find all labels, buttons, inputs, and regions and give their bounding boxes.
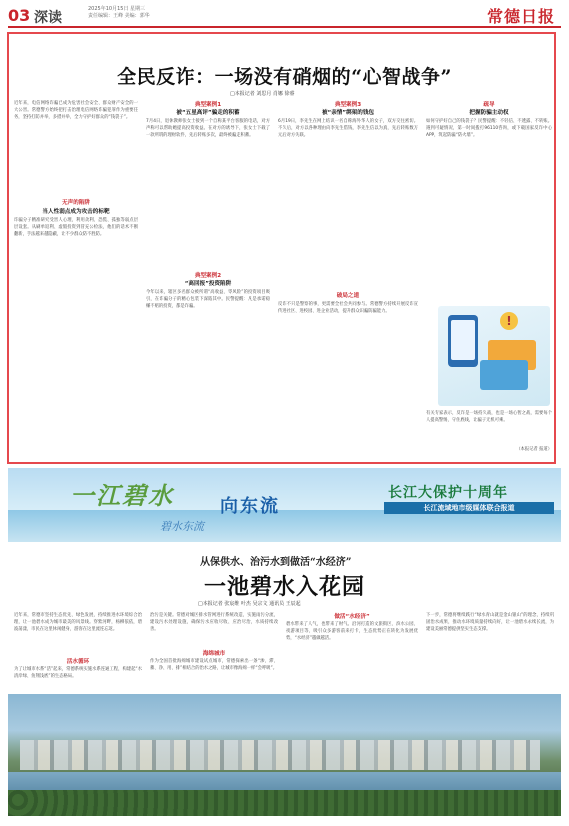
story2-headline: 一池碧水入花园 (203, 574, 365, 600)
issue-date: 2025年10月15日 星期三 (88, 6, 146, 12)
header-meta (88, 6, 150, 20)
story1-col2-case2: 典型案例2 (194, 273, 222, 279)
story1-col1-subhead: 无声的陷阱 (62, 200, 90, 206)
story1-col2-case1: 典型案例1 (194, 102, 222, 108)
story1-col4-text2: 有关专家表示，反诈是一场持久战，也是一场心智之战，需要每个人提高警惕，守住底线，让骗子无机可乘。 (426, 411, 552, 424)
photo-trees (8, 790, 561, 816)
story1-col4-text1: 如何守护好自己的钱袋子？民警提醒：不轻信、不透露、不转账。遇到可疑情况，第一时间拨打96110咨询，或下载国家反诈中心APP，筑起防骗“防火墙”。 (426, 119, 552, 139)
story2-column-4 (426, 612, 554, 692)
newspaper-logo: 常德日报 (486, 7, 555, 26)
story1-col4-subhead: 疏导 (483, 102, 495, 108)
story1-col3-text1: 6月19日，李先生在网上结识一名自称海外华人的女子，双方交往密切。不久后，对方以各种理由向李先生借钱，李先生信以为真，先后转账数万元后对方失联。 (278, 119, 418, 139)
bank-card-icon (480, 360, 528, 390)
story1-column-4-end (426, 410, 552, 454)
story1-column-3 (278, 100, 418, 461)
story1-column-4 (426, 100, 552, 304)
story1-col2-case1-title: 被“五星高评”骗走的积蓄 (176, 110, 240, 116)
story2-col3-text: 碧水带来了人气，也带来了财气。沿河打造的文旅街区、滨水公园、夜游项目等，吸引众多游客前来打卡，生态优势正在转化为发展优势，“水经济”越做越活。 (286, 622, 418, 642)
story2-col4-text: 下一步，常德将继续践行“绿水青山就是金山银山”的理念，持续巩固治水成果，推动水环境质量持续向好，让一池碧水永续长流，为建设美丽常德提供坚实生态支撑。 (426, 613, 554, 633)
story1-col2-text1: 7月4日，退休教师张女士接到一个自称某平台客服的电话，对方声称可以帮助她提高投资收益。在对方的诱导下，张女士下载了一款所谓的理财软件，先后转账多次，最终被骗走积蓄。 (146, 119, 270, 139)
story1-byline: □本报记者 刘思月 肖娜 徐睿 (230, 91, 295, 97)
story2-col1-subhead: 活水循环 (66, 659, 90, 665)
story1-col1-subhead2: 当人性弱点成为攻击的标靶 (42, 209, 110, 215)
story1-col2-case2-title: “高回报”投资陷阱 (184, 281, 232, 287)
photo-buildings (20, 740, 540, 770)
banner-slogan: 向东流 (220, 496, 280, 517)
banner-water (8, 510, 561, 542)
banner-wave-text: 碧水东流 (160, 520, 204, 533)
story1-column-2 (146, 100, 270, 449)
editor-credit: 责任编辑：王峰 美编：郭华 (88, 13, 150, 19)
story1-headline: 全民反诈：一场没有硝烟的“心智战争” (117, 66, 452, 88)
story2-pre-headline: 从保供水、治污水到做活“水经济” (200, 557, 352, 568)
story2-col1-text: 近年来，常德市坚持生态优先、绿色发展，持续推进水环境综合治理，让一池碧水成为城市最美的风景线。穿紫河畔，杨柳依依，碧波荡漾，市民在这里休闲健身，游客在这里流连忘返。 (14, 613, 142, 633)
page-number: 03 (8, 6, 31, 25)
story2-byline: □本报记者 张宸维 叶杰 吴宗文 通讯员 王辰起 (198, 601, 301, 607)
story2-col2-text: 治污是关键。常德对城区排水管网进行系统改造，实施雨污分流，建设污水处理设施，确保污水应收尽收、应治尽治，水质持续改善。 (150, 613, 278, 633)
story1-column-1 (14, 100, 138, 443)
story2-col2-subhead: 海绵城市 (202, 651, 226, 657)
story1-col2-text2: 今年以来，辖区多名群众被所谓“高收益、零风险”的投资项目吸引，在诈骗分子的精心包装下深陷其中。民警提醒：凡是承诺稳赚不赔的投资，都是诈骗。 (146, 290, 270, 310)
story2-col3-subhead: 做活“水经济” (334, 614, 370, 620)
story2-column-1 (14, 612, 142, 694)
story1-col1-lead: 近年来，电信网络诈骗已成为危害社会安全、群众财产安全的一大公害。常德警方始终把打击治理电信网络诈骗犯罪作为重要任务，坚持打防并举，多措并举，全力守护好群众的“钱袋子”。 (14, 101, 138, 121)
story1-col3-case3: 典型案例3 (334, 102, 362, 108)
warning-icon: ! (500, 312, 518, 330)
story2-col1-text2: 为了让城市水系“活”起来，常德系统实施水系连通工程，构建起“水清岸绿、鱼翔浅底”的生态格局。 (14, 667, 142, 680)
story1-col4-subhead2: 把握防骗主动权 (469, 110, 509, 116)
banner-series-title: 长江大保护十周年 (388, 485, 508, 501)
banner-series-subtitle: 长江流域地市级媒体联合报道 (384, 502, 554, 514)
story1-col3-case3-title: 被“亲情”绑架的钱包 (321, 110, 375, 116)
banner-calligraphy: 一江碧水 (70, 481, 174, 510)
phone-screen (451, 320, 475, 360)
story2-column-3 (286, 612, 418, 693)
story2-col2-text2: 作为全国首批海绵城市建设试点城市，常德探索出一条“渗、滞、蓄、净、用、排”相结合的治水之路，让城市像海绵一样“会呼吸”。 (150, 659, 278, 672)
story1-col3-text2: 反诈不只是警察的事，更需要全社会共同参与。常德警方持续开展反诈宣传进社区、进校园、进企业活动，提升群众识骗防骗能力。 (278, 302, 418, 315)
story1-col1-text: 诈骗分子精准研究受害人心理，利用贪利、恐慌、孤独等弱点层层设套。从刷单返利、虚假投资到冒充公检法，他们的话术不断翻新，手法越来越隐蔽，让不少群众防不胜防。 (14, 218, 138, 238)
story2-column-2 (150, 612, 278, 694)
story1-col3-subhead: 破局之道 (336, 293, 360, 299)
header-rule (8, 26, 561, 28)
section-title: 深读 (34, 10, 62, 26)
story1-col4-end: （本报记者 报道） (516, 447, 552, 452)
